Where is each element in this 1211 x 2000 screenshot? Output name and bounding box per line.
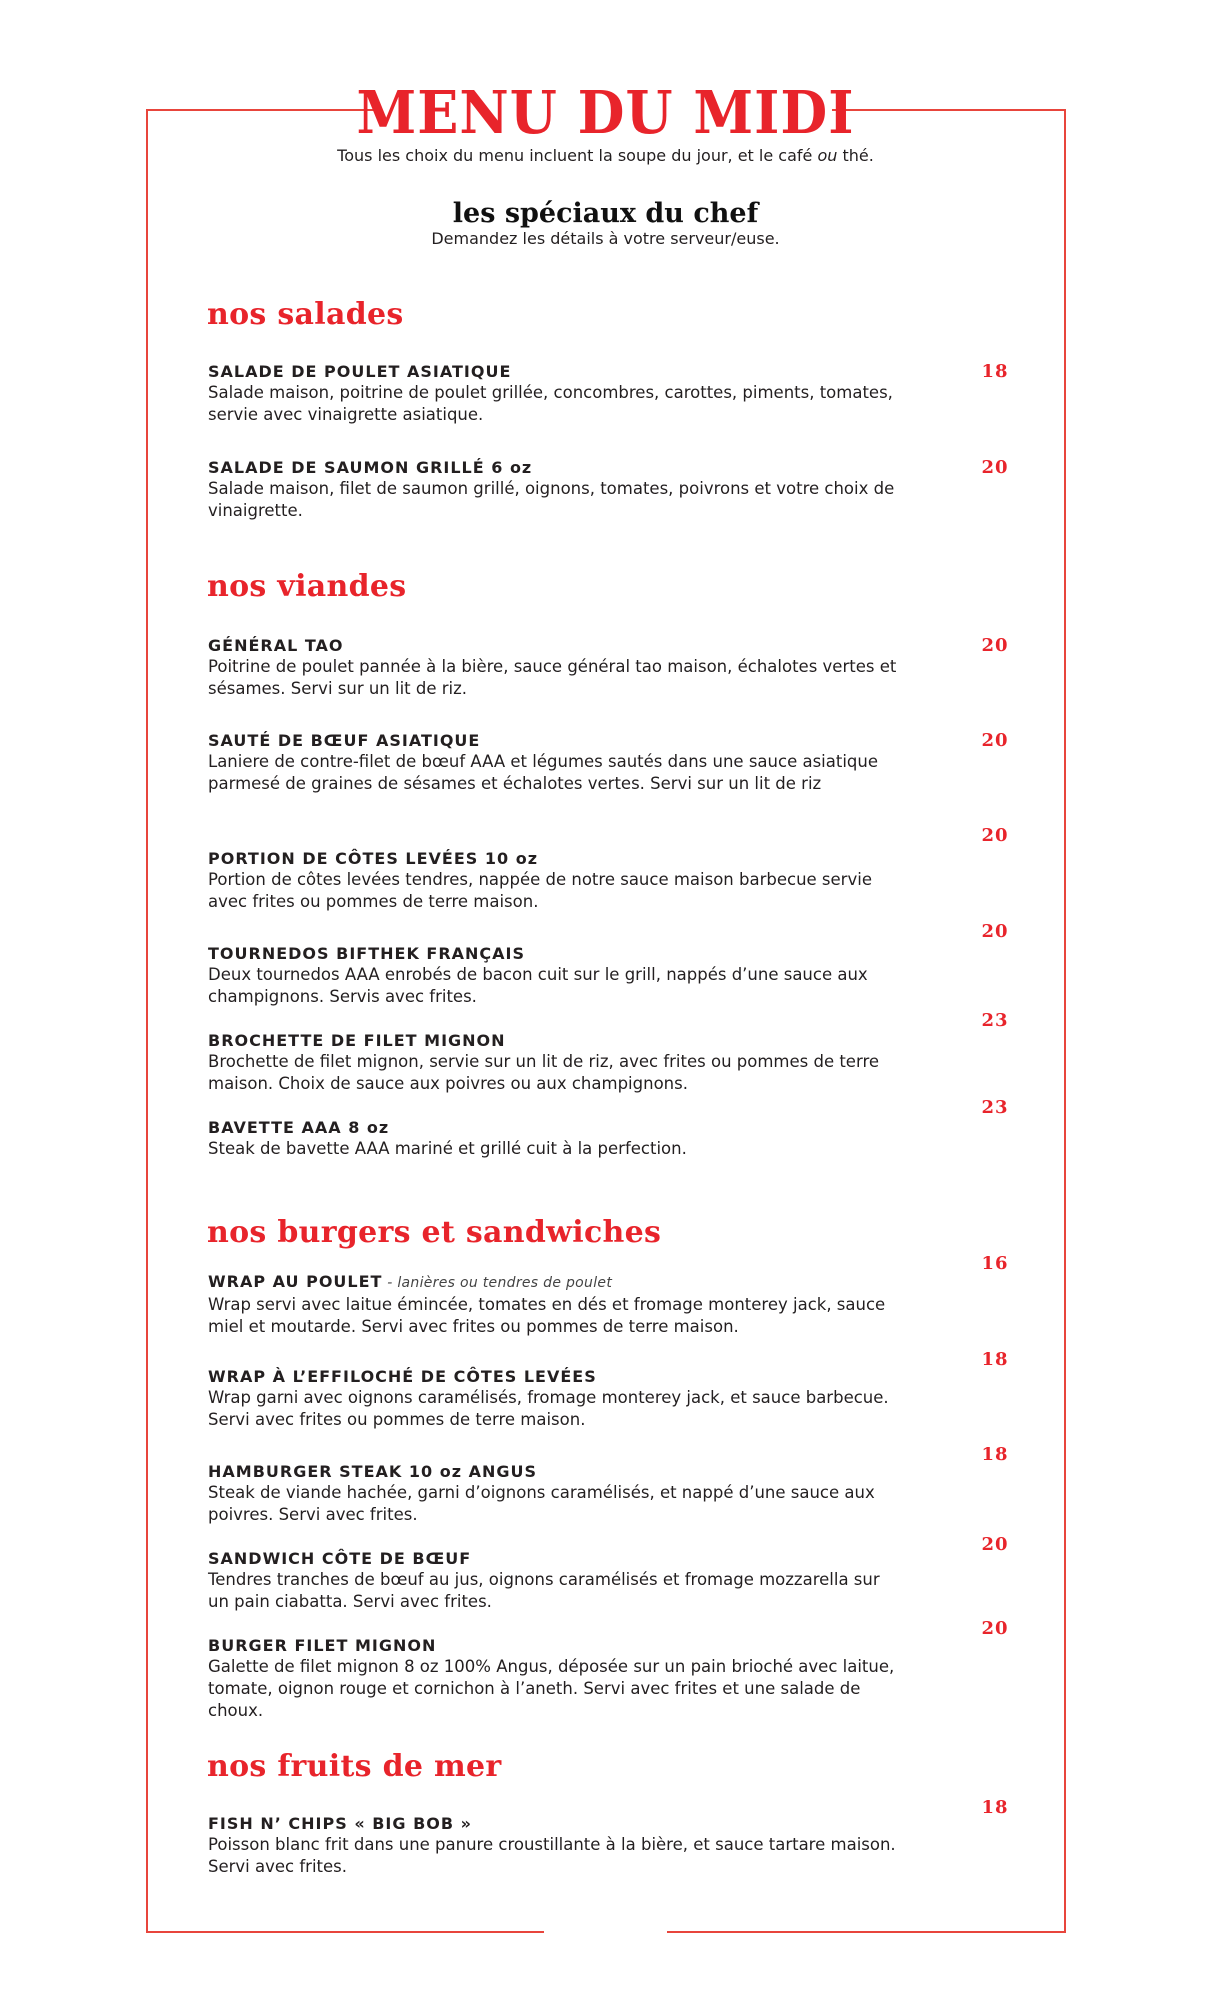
item-price: 20: [981, 730, 1009, 751]
menu-item: [208, 635, 898, 700]
item-price: 20: [981, 825, 1009, 846]
chef-specials-title: les spéciaux du chef: [452, 198, 759, 229]
menu-title: MENU DU MIDI: [356, 76, 855, 148]
section-fruits-de-mer: nos fruits de mer: [207, 1749, 502, 1784]
item-description: Laniere de contre-filet de bœuf AAA et légumes sautés dans une sauce asiatique parmesé de graines de sésames et échalotes vertes. Servi sur un lit de riz: [208, 752, 878, 793]
menu-item: [208, 1635, 898, 1722]
menu-item: [208, 1548, 898, 1613]
frame-right-line: [1064, 109, 1066, 1933]
item-price: 20: [981, 1534, 1009, 1555]
item-name: BAVETTE AAA 8 oz: [208, 1118, 390, 1137]
item-description: Tendres tranches de bœuf au jus, oignons caramélisés et fromage mozzarella sur un pain ciabatta. Servi avec frites.: [208, 1570, 880, 1611]
item-price: 20: [981, 1618, 1009, 1639]
item-price: 20: [981, 921, 1009, 942]
section-salades: nos salades: [207, 297, 404, 332]
item-description: Wrap servi avec laitue émincée, tomates en dés et fromage monterey jack, sauce miel et moutarde. Servi avec frites ou pommes de terre maison.: [208, 1295, 886, 1336]
menu-item: [208, 457, 898, 522]
menu-item: [208, 1117, 898, 1160]
item-price: 18: [981, 1444, 1009, 1465]
item-description: Brochette de filet mignon, servie sur un lit de riz, avec frites ou pommes de terre maison. Choix de sauce aux poivres ou aux champignons.: [208, 1052, 880, 1093]
section-burgers: nos burgers et sandwiches: [207, 1215, 662, 1250]
item-name: GÉNÉRAL TAO: [208, 636, 344, 655]
item-price: 20: [981, 457, 1009, 478]
item-price: 23: [981, 1010, 1009, 1031]
menu-item: [208, 1461, 898, 1526]
chef-specials-subtitle: Demandez les détails à votre serveur/euse.: [431, 229, 780, 248]
item-name: SALADE DE SAUMON GRILLÉ 6 oz: [208, 458, 533, 477]
menu-intro: Tous les choix du menu incluent la soupe du jour, et le café ou thé.: [337, 146, 874, 165]
item-description: Galette de filet mignon 8 oz 100% Angus, déposée sur un pain brioché avec laitue, tomate, oignon rouge et cornichon à l’aneth. Servi avec frites et une salade de choux.: [208, 1657, 895, 1720]
menu-item: [208, 943, 898, 1008]
item-name: BROCHETTE DE FILET MIGNON: [208, 1031, 506, 1050]
item-price: 18: [981, 361, 1009, 382]
item-name: SANDWICH CÔTE DE BŒUF: [208, 1549, 472, 1568]
item-description: Deux tournedos AAA enrobés de bacon cuit sur le grill, nappés d’une sauce aux champignons. Servis avec frites.: [208, 965, 868, 1006]
menu-item: [208, 361, 898, 426]
item-price: 20: [981, 635, 1009, 656]
menu-item: [208, 1813, 898, 1878]
item-name: SAUTÉ DE BŒUF ASIATIQUE: [208, 731, 481, 750]
item-description: Portion de côtes levées tendres, nappée de notre sauce maison barbecue servie avec frites ou pommes de terre maison.: [208, 870, 872, 911]
item-description: Salade maison, poitrine de poulet grillée, concombres, carottes, piments, tomates, servie avec vinaigrette asiatique.: [208, 383, 893, 424]
item-name: WRAP À L’EFFILOCHÉ DE CÔTES LEVÉES: [208, 1367, 597, 1386]
frame-bottom-right-line: [667, 1931, 1066, 1933]
item-description: Poitrine de poulet pannée à la bière, sauce général tao maison, échalotes vertes et sésames. Servi sur un lit de riz.: [208, 657, 897, 698]
item-name: HAMBURGER STEAK 10 oz ANGUS: [208, 1462, 538, 1481]
item-price: 16: [981, 1253, 1009, 1274]
item-name: PORTION DE CÔTES LEVÉES 10 oz: [208, 849, 539, 868]
item-price: 18: [981, 1797, 1009, 1818]
menu-item: [208, 848, 898, 913]
item-description: Wrap garni avec oignons caramélisés, fromage monterey jack, et sauce barbecue. Servi avec frites ou pommes de terre maison.: [208, 1388, 889, 1429]
frame-bottom-left-line: [146, 1931, 544, 1933]
item-name: BURGER FILET MIGNON: [208, 1636, 437, 1655]
item-description: Poisson blanc frit dans une panure croustillante à la bière, et sauce tartare maison. Servi avec frites.: [208, 1835, 896, 1876]
item-note: - lanières ou tendres de poulet: [382, 1275, 613, 1291]
item-price: 18: [981, 1349, 1009, 1370]
menu-item: [208, 1030, 898, 1095]
item-name: WRAP AU POULET - lanières ou tendres de poulet: [208, 1272, 613, 1291]
frame-left-line: [146, 109, 148, 1933]
item-description: Steak de bavette AAA mariné et grillé cuit à la perfection.: [208, 1139, 687, 1158]
section-viandes: nos viandes: [207, 569, 407, 604]
item-description: Salade maison, filet de saumon grillé, oignons, tomates, poivrons et votre choix de vinaigrette.: [208, 479, 895, 520]
menu-item: [208, 730, 898, 795]
menu-item: [208, 1271, 898, 1338]
item-name: TOURNEDOS BIFTHEK FRANÇAIS: [208, 944, 526, 963]
item-price: 23: [981, 1097, 1009, 1118]
item-name: SALADE DE POULET ASIATIQUE: [208, 362, 512, 381]
item-description: Steak de viande hachée, garni d’oignons caramélisés, et nappé d’une sauce aux poivres. Servi avec frites.: [208, 1483, 875, 1524]
item-name: FISH N’ CHIPS « BIG BOB »: [208, 1814, 472, 1833]
menu-item: [208, 1366, 898, 1431]
